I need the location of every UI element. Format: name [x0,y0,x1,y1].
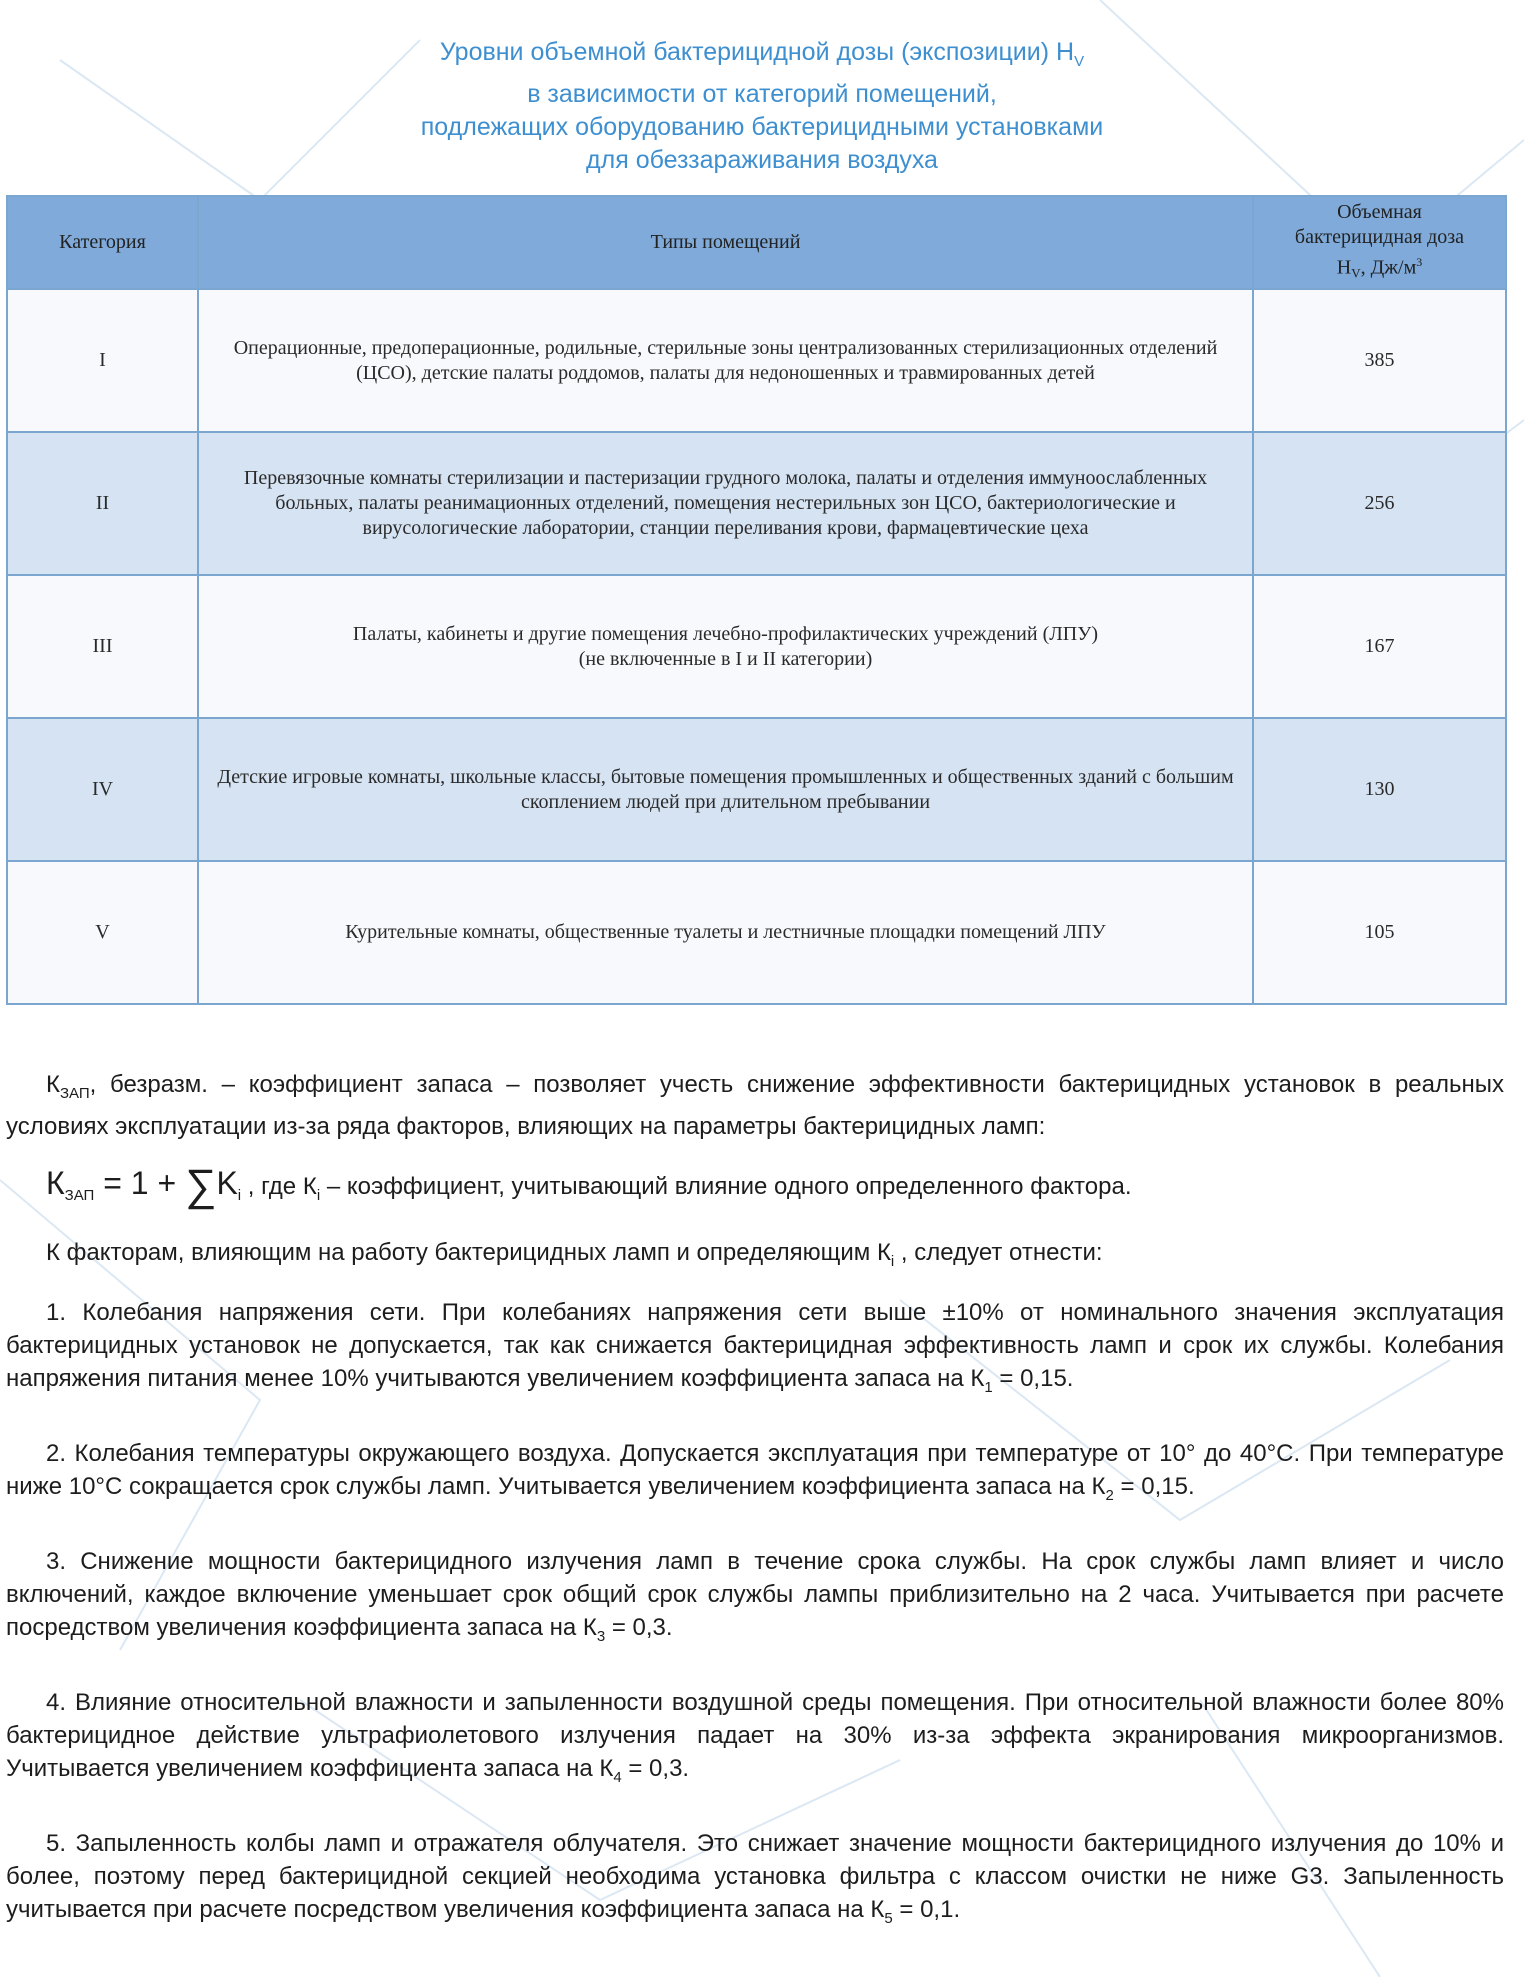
factor-item-5 [6,1827,1504,1935]
cell-room-types: Операционные, предоперационные, родильные, стерильные зоны централизованных стерилизационных отделений (ЦСО), детские палаты роддомов, палаты для недоношенных и травмированных детей [198,289,1253,432]
cell-room-types: Детские игровые комнаты, школьные классы, бытовые помещения промышленных и общественных зданий с большим скоплением людей при длительном пребывании [198,718,1253,861]
cell-dose: 256 [1253,432,1506,575]
header-dose-subscript: V [1351,265,1361,281]
paragraph-text: 4. Влияние относительной влажности и запыленности воздушной среды помещения. При относительной влажности более 80% бактерицидное действие ультрафиолетового излучения падает на 30% из-за эффекта экранирования микроорганизмов. Учитывается увеличением коэффициента запаса на К [6,1689,1504,1782]
title-subscript: V [1074,53,1085,70]
kzap-symbol: К [46,1071,60,1098]
table-row [7,718,1506,861]
kzap-subscript: ЗАП [59,1085,90,1102]
title-line-3: подлежащих оборудованию бактерицидными установками [420,113,1104,141]
subscript: i [890,1253,895,1270]
formula-ki-subscript: i [237,1187,242,1204]
title-line-4: для обеззараживания воздуха [586,146,938,174]
paragraph-text-tail: = 0,15. [1113,1473,1195,1500]
paragraph-text-tail: = 0,3. [605,1614,673,1641]
header-room-types: Типы помещений [198,196,1253,289]
cell-category: II [7,432,198,575]
formula-sum-sign: ∑ [185,1161,217,1210]
factor-item-1 [6,1296,1504,1404]
dose-levels-table [6,195,1507,1005]
paragraph-text: , безразм. – коэффициент запаса – позволяет учесть снижение эффективности бактерицидных установок в реальных условиях эксплуатации из-за ряда факторов, влияющих на параметры бактерицидных ламп: [6,1071,1504,1140]
paragraph-text-tail: = 0,1. [892,1896,961,1923]
table-header-row [7,196,1506,289]
header-dose-line-1: Объемная [1337,200,1422,223]
header-dose [1253,196,1506,289]
cell-room-types-line-1: Палаты, кабинеты и другие помещения лечебно-профилактических учреждений (ЛПУ) [352,622,1099,645]
cell-category: V [7,861,198,1004]
factor-item-3 [6,1545,1504,1653]
subscript: 1 [984,1379,993,1396]
subscript: 3 [596,1628,606,1645]
formula-where: , где К [241,1173,317,1200]
cell-room-types-line-2: (не включенные в I и II категории) [578,647,873,670]
cell-room-types: Курительные комнаты, общественные туалеты и лестничные площадки помещений ЛПУ [198,861,1253,1004]
table-row [7,289,1506,432]
cell-category: III [7,575,198,718]
formula-k-subscript: ЗАП [64,1187,95,1204]
subscript: 5 [884,1910,893,1927]
paragraph-safety-factor [6,1068,1504,1143]
cell-room-types [198,575,1253,718]
cell-dose: 167 [1253,575,1506,718]
formula [6,1161,1504,1218]
formula-where-subscript: i [316,1187,321,1204]
table-row [7,575,1506,718]
paragraph-text: К факторам, влияющим на работу бактерицидных ламп и определяющим К [46,1239,891,1266]
title-line-2: в зависимости от категорий помещений, [527,80,997,108]
header-dose-line-2: бактерицидная доза [1294,225,1465,248]
cell-category: I [7,289,198,432]
paragraph-text: 2. Колебания температуры окружающего воздуха. Допускается эксплуатация при температуре от 10° до 40°С. При температуре ниже 10°С сокращается срок службы ламп. Учитывается увеличением коэффициента запаса на К [6,1440,1504,1500]
cell-dose: 105 [1253,861,1506,1004]
paragraph-text: 5. Запыленность колбы ламп и отражателя облучателя. Это снижает значение мощности бактерицидного излучения до 10% и более, поэтому перед бактерицидной секцией необходима установка фильтра с классом очистки не ниже G3. Запыленность учитывается при расчете посредством увеличения коэффициента запаса на К [6,1830,1504,1923]
formula-equals-one-plus: = 1 + [94,1165,186,1201]
paragraph-factors-intro [6,1236,1504,1278]
page-title [200,36,1324,177]
formula-ki-symbol: K [216,1165,238,1201]
paragraph-text: 3. Снижение мощности бактерицидного излучения ламп в течение срока службы. На срок службы ламп влияет и число включений, каждое включение уменьшает срок общий срок службы лампы приблизительно на 2 часа. Учитывается при расчете посредством увеличения коэффициента запаса на К [6,1548,1504,1641]
table-row [7,861,1506,1004]
factor-item-4 [6,1686,1504,1794]
subscript: 2 [1105,1487,1114,1504]
factor-item-2 [6,1437,1504,1512]
cell-category: IV [7,718,198,861]
header-category: Категория [7,196,198,289]
header-dose-unit: , Дж/м [1360,256,1417,279]
paragraph-text-tail: , следует отнести: [894,1239,1103,1266]
header-dose-unit-exponent: 3 [1416,254,1423,269]
paragraph-text-tail: = 0,15. [992,1365,1074,1392]
header-dose-symbol: H [1336,256,1352,279]
formula-k-symbol: К [46,1165,65,1201]
cell-dose: 385 [1253,289,1506,432]
table-row [7,432,1506,575]
paragraph-text: 1. Колебания напряжения сети. При колебаниях напряжения сети выше ±10% от номинального значения эксплуатация бактерицидных установок не допускается, так как снижается бактерицидная эффективность ламп и срок их службы. Колебания напряжения питания менее 10% учитываются увеличением коэффициента запаса на К [6,1299,1504,1392]
cell-dose: 130 [1253,718,1506,861]
title-line-1: Уровни объемной бактерицидной дозы (экспозиции) H [439,38,1075,66]
formula-explanation: – коэффициент, учитывающий влияние одного определенного фактора. [320,1173,1132,1200]
subscript: 4 [613,1769,622,1786]
cell-room-types: Перевязочные комнаты стерилизации и пастеризации грудного молока, палаты и отделения иммуноослабленных больных, палаты реанимационных отделений, помещения нестерильных зон ЦСО, бактериологические и вирусологические лаборатории, станции переливания крови, фармацевтические цеха [198,432,1253,575]
paragraph-text-tail: = 0,3. [621,1755,690,1782]
body-text [6,1068,1504,1935]
